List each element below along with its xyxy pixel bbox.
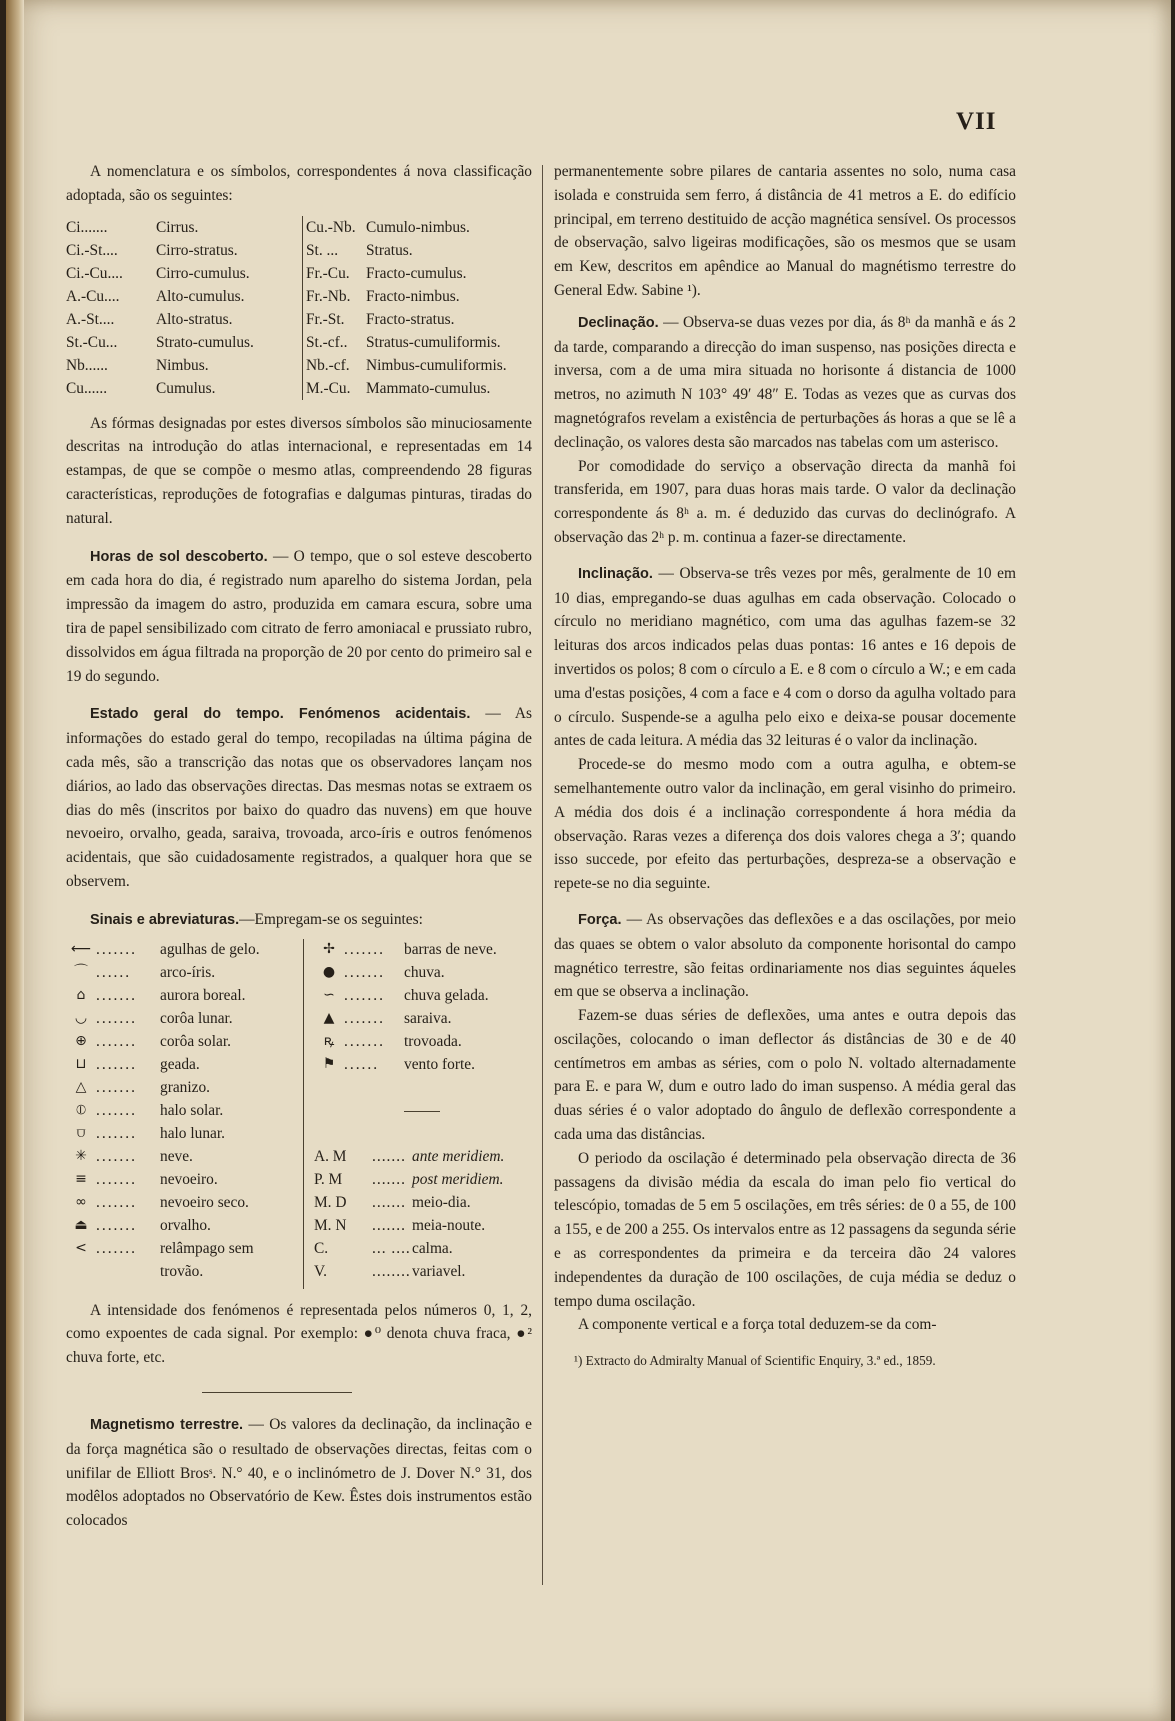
book-spine-shadow bbox=[6, 0, 24, 1721]
symbol-row bbox=[66, 1100, 301, 1123]
weather-symbol-icon: ⟵ bbox=[70, 941, 92, 958]
weather-symbol-icon: ✢ bbox=[323, 941, 335, 958]
forca-paragraph-3: O periodo da oscilação é determinado pela observação directa de 36 passagens da divisão média da escala do iman pelo fio vertical do telescópio, tomadas de 5 em 5 oscilações, em três séries: de 0 a 55, de 100 a 155, e de 200 a 255. Os intervalos entre as 12 passagens da segunda série e as correspondentes da primeira e da terceira dão 24 valores independentes da duração de 100 oscilações, de cuja média se deduz o tempo duma oscilação. bbox=[554, 1149, 1017, 1310]
weather-symbol-icon: ⌂ bbox=[76, 987, 86, 1004]
sinais-title: Sinais e abreviaturas. bbox=[90, 911, 240, 928]
leader-dots: ....... bbox=[344, 1033, 385, 1051]
symbols-right-panel bbox=[303, 939, 542, 1289]
symbol-label: granizo. bbox=[160, 1079, 210, 1097]
symbol-label: barras de neve. bbox=[404, 941, 497, 959]
abbreviation-meaning: post meridiem. bbox=[412, 1171, 504, 1189]
symbols-table bbox=[66, 939, 532, 1299]
nomenclature-row bbox=[66, 285, 301, 308]
symbol-label: aurora boreal. bbox=[160, 987, 246, 1005]
symbol-label: arco-íris. bbox=[160, 964, 216, 982]
weather-symbol-icon: < bbox=[75, 1240, 87, 1257]
leader-dots: ....... bbox=[96, 1079, 137, 1097]
declinacao-paragraph-2: Por comodidade do serviço a observação directa da manhã foi transferida, em 1907, para duas horas mais tarde. O valor da declinação correspondente ás 8ʰ a. m. é deduzido das curvas do declinógrafo. A observação das 2ʰ p. m. continua a fazer-se directamente. bbox=[554, 457, 1016, 546]
nomenclature-intro: A nomenclatura e os símbolos, correspondentes á nova classificação adoptada, são os seguintes: bbox=[66, 163, 532, 204]
leader-dots: ....... bbox=[96, 987, 137, 1005]
symbol-row bbox=[66, 1031, 301, 1054]
weather-symbol-icon: ● bbox=[322, 964, 336, 981]
weather-symbol-icon: ⩌ bbox=[76, 1125, 86, 1142]
abbreviation-row bbox=[314, 1169, 542, 1192]
symbol-row bbox=[66, 1077, 301, 1100]
cloud-abbreviation: St.-cf.. bbox=[306, 333, 348, 351]
leader-dots: ....... bbox=[96, 1056, 137, 1074]
leader-dots: ... .... bbox=[372, 1240, 411, 1258]
nomenclature-row bbox=[66, 331, 301, 354]
symbol-row bbox=[66, 1215, 301, 1238]
declinacao-text: — Observa-se duas vezes por dia, ás 8ʰ da manhã e ás 2 da tarde, comparando a direcção do iman suspenso, nas posições directa e inversa, com a de uma mira situada no horisonte á distancia de 1000 metros, no azimuth N 103° 49′ 48″ E. Todas as vezes que as curvas dos magnetógrafos revelam a existência de perturbações ás horas a que se lê a declinação, os valores desta são marcados nas tabelas com um asterisco. bbox=[554, 313, 1016, 451]
estado-text: — As informações do estado geral do tempo, recopiladas na última página de cada mês, são a transcrição das notas que os observadores lançam nos diários, ao lado das observações directas. Das mesmas notas se extraem os dias do mês (inscritos por baixo do quadro das nuvens) em que houve nevoeiro, orvalho, geada, saraiva, trovoada, arco-íris e outros fenómenos acidentais, que são cuidadosamente registrados, a qualquer hora que se observem. bbox=[66, 705, 532, 890]
declinacao-title: Declinação. bbox=[578, 314, 659, 331]
symbol-row bbox=[66, 985, 301, 1008]
cloud-name: Fracto-cumulus. bbox=[366, 264, 467, 282]
weather-symbol-icon: ◡ bbox=[74, 1010, 88, 1027]
abbreviation-row bbox=[314, 1261, 542, 1284]
symbol-row bbox=[314, 1054, 542, 1077]
symbol-label: corôa solar. bbox=[160, 1033, 231, 1051]
symbol-row bbox=[66, 939, 301, 962]
leader-dots: ........ bbox=[372, 1263, 411, 1281]
symbol-label: halo lunar. bbox=[160, 1125, 225, 1143]
weather-symbol-icon: ✳ bbox=[75, 1148, 87, 1165]
weather-symbol-icon: △ bbox=[75, 1079, 87, 1096]
symbol-row bbox=[314, 962, 542, 985]
cloud-abbreviation: Fr.-Cu. bbox=[306, 264, 350, 282]
abbreviation: C. bbox=[314, 1240, 329, 1258]
weather-symbol-icon: ∽ bbox=[323, 987, 335, 1004]
cloud-name: Stratus. bbox=[366, 241, 413, 259]
cloud-abbreviation: A.-St.... bbox=[66, 310, 115, 328]
cloud-name: Nimbus. bbox=[156, 356, 209, 374]
symbol-row bbox=[66, 1123, 301, 1146]
symbol-label: trovão. bbox=[160, 1263, 204, 1281]
nomenclature-row bbox=[306, 377, 536, 400]
cloud-abbreviation: Cu...... bbox=[66, 379, 108, 397]
nomenclature-left bbox=[66, 216, 301, 400]
cloud-name: Fracto-nimbus. bbox=[366, 287, 460, 305]
symbol-row bbox=[66, 1169, 301, 1192]
inclinacao-text: — Observa-se três vezes por mês, geralmente de 10 em 10 dias, empregando-se duas agulhas em cada observação. Colocado o círculo no meridiano magnético, com uma das agulhas fazem-se 32 leituras dos arcos indicados pelas duas pontas: 16 antes e 16 depois de invertidos os polos; 8 com o círculo a E. e 8 com o círculo a W.; e em cada uma d'estas posições, 4 com a face e 4 com o dorso da agulha voltado para o círculo. Suspende-se a agulha pelo eixo e deixa-se pousar docemente antes de cada leitura. A média das 32 leituras é o valor da inclinação. bbox=[554, 564, 1016, 750]
cloud-name: Fracto-stratus. bbox=[366, 310, 455, 328]
horas-text: — O tempo, que o sol esteve descoberto em cada hora do dia, é registrado num aparelho do sistema Jordan, pela impressão da imagem do astro, produzida em camara escura, sobre uma tira de papel sensibilizado com citrato de ferro amoniacal e prussiato rubro, dissolvidos em água filtrada na proporção de 20 por cento do primeiro sal e 19 do segundo. bbox=[66, 547, 532, 685]
leader-dots: ....... bbox=[96, 1171, 137, 1189]
page bbox=[6, 0, 1171, 1721]
leader-dots: ...... bbox=[96, 964, 132, 982]
leader-dots: ....... bbox=[372, 1194, 406, 1212]
symbols-rule bbox=[404, 1111, 440, 1112]
symbol-row bbox=[314, 1008, 542, 1031]
symbol-label: trovoada. bbox=[404, 1033, 462, 1051]
leader-dots: ....... bbox=[344, 964, 385, 982]
continuation-paragraph: permanentemente sobre pilares de cantaria assentes no solo, numa casa isolada e construida sem ferro, á distância de 41 metros a E. do edifício principal, em terreno destituido de acção magnética sensível. Os processos de observação, salvo ligeiras modificações, são os mesmos que se usam em Kew, descritos em apêndice ao Manual do magnétismo terrestre do General Edw. Sabine ¹). bbox=[554, 163, 1016, 299]
magnet-title: Magnetismo terrestre. bbox=[90, 1416, 244, 1433]
inclinacao-title: Inclinação. bbox=[578, 565, 653, 582]
nomenclature-row bbox=[306, 331, 536, 354]
abbreviation-meaning: variavel. bbox=[412, 1263, 466, 1281]
symbol-row bbox=[314, 1031, 542, 1054]
left-column bbox=[66, 160, 532, 1533]
leader-dots: ....... bbox=[96, 1194, 137, 1212]
abbreviation: M. N bbox=[314, 1217, 347, 1235]
symbol-label: agulhas de gelo. bbox=[160, 941, 260, 959]
nomenclature-row bbox=[306, 354, 536, 377]
nomenclature-row bbox=[66, 377, 301, 400]
symbol-row bbox=[314, 939, 542, 962]
leader-dots: ....... bbox=[96, 1125, 137, 1143]
nomenclature-table bbox=[66, 216, 532, 402]
abbreviation: M. D bbox=[314, 1194, 347, 1212]
cloud-name: Cirro-cumulus. bbox=[156, 264, 250, 282]
cloud-abbreviation: M.-Cu. bbox=[306, 379, 351, 397]
symbol-label: neve. bbox=[160, 1148, 193, 1166]
weather-symbol-icon: ⌒ bbox=[74, 964, 88, 981]
cloud-abbreviation: Ci.-St.... bbox=[66, 241, 118, 259]
leader-dots: ....... bbox=[96, 1240, 137, 1258]
abbreviation-meaning: calma. bbox=[412, 1240, 453, 1258]
forca-paragraph bbox=[554, 908, 1016, 1004]
weather-symbol-icon: ⊔ bbox=[75, 1056, 87, 1073]
leader-dots: ....... bbox=[96, 1033, 137, 1051]
sinais-paragraph bbox=[66, 908, 532, 933]
leader-dots: ....... bbox=[96, 1010, 137, 1028]
formas-paragraph: As fórmas designadas por estes diversos símbolos são minuciosamente descritas na introdução do atlas internacional, e representadas em 14 estampas, de que se compõe o mesmo atlas, compreendendo 28 figuras características, reproduções de fotografias e dalgumas pinturas, tiradas do natural. bbox=[66, 414, 532, 527]
symbol-row bbox=[66, 1146, 301, 1169]
abbreviation-meaning: meio-dia. bbox=[412, 1194, 471, 1212]
leader-dots: ....... bbox=[372, 1171, 406, 1189]
right-column bbox=[554, 160, 1016, 1373]
leader-dots: ....... bbox=[96, 1148, 137, 1166]
symbol-row bbox=[66, 1192, 301, 1215]
cloud-name: Stratus-cumuliformis. bbox=[366, 333, 501, 351]
nomenclature-row bbox=[306, 262, 536, 285]
nomenclature-row bbox=[306, 239, 536, 262]
nomenclature-row bbox=[306, 308, 536, 331]
abbreviation-row bbox=[314, 1238, 542, 1261]
cloud-name: Cirrus. bbox=[156, 218, 199, 236]
page-number: VII bbox=[956, 108, 997, 135]
magnet-paragraph bbox=[66, 1413, 532, 1533]
cloud-abbreviation: A.-Cu.... bbox=[66, 287, 120, 305]
abbreviation-row bbox=[314, 1146, 542, 1169]
cloud-name: Strato-cumulus. bbox=[156, 333, 254, 351]
nomenclature-row bbox=[66, 239, 301, 262]
cloud-name: Nimbus-cumuliformis. bbox=[366, 356, 507, 374]
leader-dots: ....... bbox=[96, 1102, 137, 1120]
section-separator bbox=[202, 1392, 352, 1393]
symbols-left bbox=[66, 939, 301, 1284]
abbreviations-list bbox=[314, 1146, 542, 1284]
symbol-label: nevoeiro. bbox=[160, 1171, 218, 1189]
symbol-row bbox=[314, 985, 542, 1008]
symbol-label: corôa lunar. bbox=[160, 1010, 233, 1028]
column-divider bbox=[542, 165, 543, 1585]
symbol-label: chuva. bbox=[404, 964, 445, 982]
cloud-name: Alto-cumulus. bbox=[156, 287, 245, 305]
weather-symbol-icon: ≡ bbox=[75, 1171, 87, 1188]
symbol-label: nevoeiro seco. bbox=[160, 1194, 249, 1212]
leader-dots: ....... bbox=[344, 941, 385, 959]
nomenclature-row bbox=[306, 216, 536, 239]
leader-dots: ....... bbox=[372, 1148, 406, 1166]
cloud-name: Cirro-stratus. bbox=[156, 241, 238, 259]
inclinacao-paragraph bbox=[554, 562, 1016, 753]
symbol-label: relâmpago sem bbox=[160, 1240, 254, 1258]
declinacao-paragraph bbox=[554, 311, 1016, 455]
cloud-abbreviation: Nb...... bbox=[66, 356, 108, 374]
weather-symbol-icon: ⏏ bbox=[74, 1217, 88, 1234]
nomenclature-row bbox=[66, 308, 301, 331]
symbol-label: saraiva. bbox=[404, 1010, 452, 1028]
cloud-name: Cumulus. bbox=[156, 379, 216, 397]
weather-symbol-icon: ⊕ bbox=[75, 1033, 87, 1050]
inclinacao-paragraph-2: Procede-se do mesmo modo com a outra agulha, e obtem-se semelhantemente outro valor da inclinação, em geral visinho do primeiro. A média dos dois é a inclinação correspondente á hora média da observação. Raras vezes a diferença dos dois valores chega a 3′; quando isso succede, por efeito das perturbações, despreza-se a observação e repete-se no dia seguinte. bbox=[554, 756, 1016, 893]
nomenclature-row bbox=[66, 354, 301, 377]
sinais-text: —Empregam-se os seguintes: bbox=[239, 910, 423, 928]
leader-dots: ....... bbox=[344, 987, 385, 1005]
forca-title: Força. bbox=[578, 911, 622, 928]
symbol-label: halo solar. bbox=[160, 1102, 224, 1120]
intensidade-paragraph: A intensidade dos fenómenos é representada pelos números 0, 1, 2, como expoentes de cada signal. Por exemplo: ●⁰ denota chuva fraca, ●² chuva forte, etc. bbox=[66, 1301, 532, 1367]
weather-symbol-icon: ⦶ bbox=[75, 1102, 87, 1119]
cloud-name: Mammato-cumulus. bbox=[366, 379, 491, 397]
abbreviation-row bbox=[314, 1215, 542, 1238]
leader-dots: ...... bbox=[344, 1056, 380, 1074]
abbreviation-row bbox=[314, 1192, 542, 1215]
leader-dots: ....... bbox=[96, 941, 137, 959]
cloud-abbreviation: St.-Cu... bbox=[66, 333, 118, 351]
cloud-abbreviation: Fr.-St. bbox=[306, 310, 345, 328]
symbol-label: vento forte. bbox=[404, 1056, 475, 1074]
cloud-name: Cumulo-nimbus. bbox=[366, 218, 470, 236]
nomenclature-row bbox=[306, 285, 536, 308]
symbol-label: orvalho. bbox=[160, 1217, 211, 1235]
symbol-label: chuva gelada. bbox=[404, 987, 489, 1005]
footnote: ¹) Extracto do Admiralty Manual of Scientific Enquiry, 3.ª ed., 1859. bbox=[574, 1353, 936, 1369]
nomenclature-row bbox=[66, 262, 301, 285]
cloud-abbreviation: Fr.-Nb. bbox=[306, 287, 351, 305]
symbol-row bbox=[66, 1008, 301, 1031]
abbreviation-meaning: meia-noute. bbox=[412, 1217, 486, 1235]
magnet-text: — Os valores da declinação, da inclinação e da força magnética são o resultado de observações directas, feitas com o unifilar de Elliott Brosˢ. N.° 40, e o inclinómetro de J. Dover N.° 31, dos modêlos adoptados no Observatório de Kew. Êstes dois instrumentos estão colocados bbox=[66, 1415, 532, 1530]
cloud-name: Alto-stratus. bbox=[156, 310, 233, 328]
nomenclature-row bbox=[66, 216, 301, 239]
weather-symbol-icon: ꝶ bbox=[323, 1033, 335, 1050]
forca-paragraph-4: A componente vertical e a força total deduzem-se da com- bbox=[578, 1316, 937, 1334]
symbol-row bbox=[66, 1261, 301, 1284]
forca-paragraph-2: Fazem-se duas séries de deflexões, uma antes e outra depois das oscilações, colocando o iman deflector ás distâncias de 30 e de 40 centímetros em ambas as séries, com o polo N. voltado alternadamente para E. e para W, dum e outro lado do iman suspenso. A média geral das duas séries é o valor adoptado do ângulo de deflexão correspondente a cada uma das distâncias. bbox=[554, 1007, 1016, 1144]
nomenclature-right bbox=[302, 216, 536, 400]
abbreviation: A. M bbox=[314, 1148, 347, 1166]
cloud-abbreviation: Ci....... bbox=[66, 218, 108, 236]
symbol-row bbox=[66, 1238, 301, 1261]
cloud-abbreviation: Nb.-cf. bbox=[306, 356, 350, 374]
abbreviation: V. bbox=[314, 1263, 327, 1281]
cloud-abbreviation: St. ... bbox=[306, 241, 339, 259]
weather-symbol-icon: ▲ bbox=[323, 1010, 335, 1027]
horas-paragraph bbox=[66, 545, 532, 689]
horas-title: Horas de sol descoberto. bbox=[90, 548, 268, 565]
symbol-row bbox=[66, 1054, 301, 1077]
weather-symbol-icon: ⚑ bbox=[322, 1056, 336, 1073]
cloud-abbreviation: Cu.-Nb. bbox=[306, 218, 356, 236]
weather-symbol-icon: ∞ bbox=[75, 1194, 87, 1211]
symbols-right bbox=[314, 939, 542, 1077]
estado-title: Estado geral do tempo. Fenómenos acidentais. bbox=[90, 706, 471, 723]
estado-paragraph bbox=[66, 702, 532, 893]
symbol-row bbox=[66, 962, 301, 985]
abbreviation-meaning: ante meridiem. bbox=[412, 1148, 505, 1166]
forca-text: — As observações das deflexões e a das oscilações, por meio das quaes se obtem o valor absoluto da componente horisontal do campo magnético terrestre, são feitas ordinariamente nos dias seguintes áqueles em que se observa a inclinação. bbox=[554, 910, 1016, 1001]
leader-dots: ....... bbox=[344, 1010, 385, 1028]
cloud-abbreviation: Ci.-Cu.... bbox=[66, 264, 123, 282]
symbol-label: geada. bbox=[160, 1056, 200, 1074]
leader-dots: ....... bbox=[372, 1217, 406, 1235]
abbreviation: P. M bbox=[314, 1171, 343, 1189]
leader-dots: ....... bbox=[96, 1217, 137, 1235]
